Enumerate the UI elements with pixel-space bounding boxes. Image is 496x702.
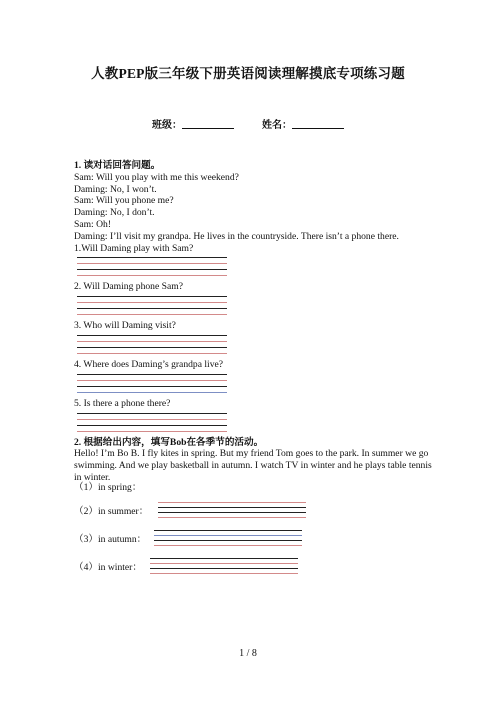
answer-lines[interactable] <box>77 374 227 393</box>
question: 2. Will Daming phone Sam? <box>74 281 183 293</box>
season-item <box>74 550 434 578</box>
answer-lines[interactable] <box>77 335 227 354</box>
class-field <box>152 116 234 131</box>
answer-lines[interactable] <box>77 296 227 315</box>
season-item <box>74 522 434 550</box>
name-blank[interactable] <box>292 119 344 129</box>
season-label: （4）in winter： <box>74 561 142 573</box>
answer-lines[interactable] <box>150 554 298 574</box>
season-label: （3）in autumn： <box>74 533 147 545</box>
dialogue-line: Daming: No, I don’t. <box>74 207 155 219</box>
page-number: 1 / 8 <box>239 648 257 659</box>
page-title: 人教PEP版三年级下册英语阅读理解摸底专项练习题 <box>91 66 405 81</box>
dialogue-line: Sam: Will you play with me this weekend? <box>74 171 239 183</box>
answer-lines[interactable] <box>77 413 227 432</box>
dialogue-line: Sam: Oh! <box>74 218 112 230</box>
answer-lines[interactable] <box>154 526 302 546</box>
season-label: （2）in summer： <box>74 505 149 517</box>
class-label: 班级： <box>152 120 182 131</box>
dialogue-line: Sam: Will you phone me? <box>74 195 174 207</box>
dialogue-line: Daming: No, I won’t. <box>74 183 157 195</box>
question: 1.Will Daming play with Sam? <box>74 242 194 254</box>
dialogue-line: Daming: I’ll visit my grandpa. He lives in the countryside. There isn’t a phone there. <box>74 230 399 242</box>
section1-heading: 1. 读对话回答问题。 <box>74 160 161 171</box>
season-label: （1）in spring： <box>74 481 142 493</box>
class-blank[interactable] <box>182 119 234 129</box>
question: 4. Where does Daming’s grandpa live? <box>74 358 224 370</box>
answer-lines[interactable] <box>158 498 306 518</box>
season-item <box>74 498 434 522</box>
worksheet-body <box>74 160 434 578</box>
question: 5. Is there a phone there? <box>74 397 171 409</box>
answer-lines[interactable] <box>77 257 227 276</box>
name-field <box>262 116 344 131</box>
season-item <box>74 481 434 498</box>
section2-heading: 2. 根据给出内容，填写Bob在各季节的活动。 <box>74 436 264 448</box>
name-label: 姓名： <box>262 120 292 131</box>
question: 3. Who will Daming visit? <box>74 320 176 332</box>
passage: Hello! I’m Bo B. I fly kites in spring. But my friend Tom goes to the park. In summer we go swimming. And we play basketball in autumn. I watch TV in winter and he plays table tennis in winter. <box>74 448 432 483</box>
